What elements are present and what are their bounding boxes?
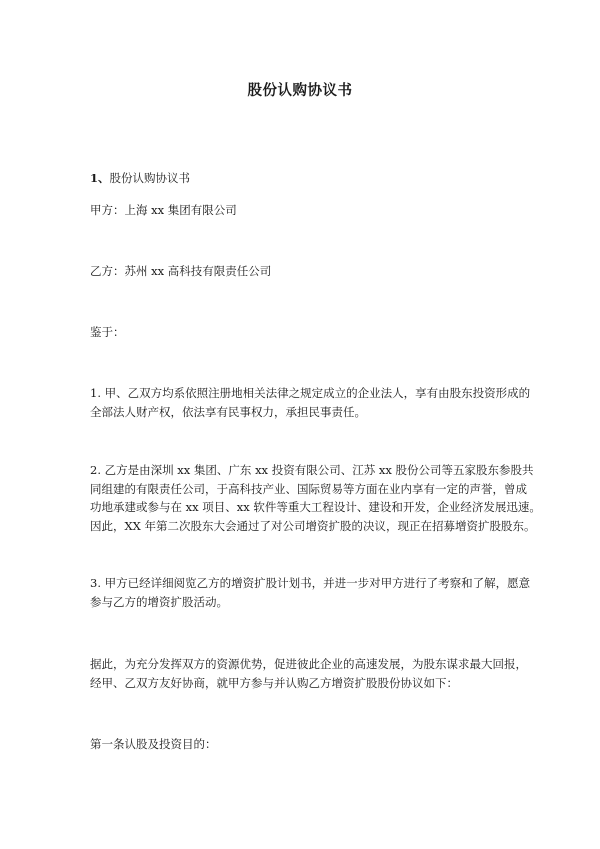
paragraph-line: 参与乙方的增资扩股活动。 [90, 594, 228, 609]
paragraph-line: 经甲、乙双方友好协商，就甲方参与并认购乙方增资扩股股份协议如下： [90, 675, 458, 690]
paragraph-1 [90, 384, 531, 421]
section-heading-text: 股份认购协议书 [109, 171, 191, 185]
party-a: 甲方：上海 xx 集团有限公司 [90, 203, 237, 217]
paragraph-line: 功地承建或参与在 xx 项目、xx 软件等重大工程设计、建设和开发，企业经济发展迅速。 [90, 500, 541, 514]
paragraph-line: 同组建的有限责任公司，于高科技产业、国际贸易等方面在业内享有一定的声誉，曾成 [90, 481, 527, 496]
paragraph-line: 全部法人财产权，依法享有民事权力，承担民事责任。 [90, 404, 366, 419]
party-b: 乙方：苏州 xx 高科技有限责任公司 [90, 264, 272, 278]
paragraph-line: 1. 甲、乙双方均系依照注册地相关法律之规定成立的企业法人，享有由股东投资形成的 [90, 386, 531, 400]
paragraph-2 [90, 461, 541, 535]
paragraph-line: 据此，为充分发挥双方的资源优势，促进彼此企业的高速发展，为股东谋求最大回报， [90, 657, 527, 671]
paragraph-4 [90, 655, 527, 692]
paragraph-line: 3. 甲方已经详细阅览乙方的增资扩股计划书，并进一步对甲方进行了考察和了解，愿意 [90, 576, 531, 590]
document-title: 股份认购协议书 [247, 82, 353, 99]
paragraph-line: 因此，XX 年第二次股东大会通过了对公司增资扩股的决议，现正在招募增资扩股股东。 [90, 518, 536, 533]
paragraph-3 [90, 574, 531, 611]
section-heading [90, 169, 530, 187]
section-number: 1、 [90, 171, 110, 185]
article-one-heading: 第一条认股及投资目的： [90, 737, 217, 751]
whereas-label: 鉴于： [90, 325, 125, 339]
paragraph-line: 2. 乙方是由深圳 xx 集团、广东 xx 投资有限公司、江苏 xx 股份公司等五家股东参股共 [90, 463, 534, 477]
